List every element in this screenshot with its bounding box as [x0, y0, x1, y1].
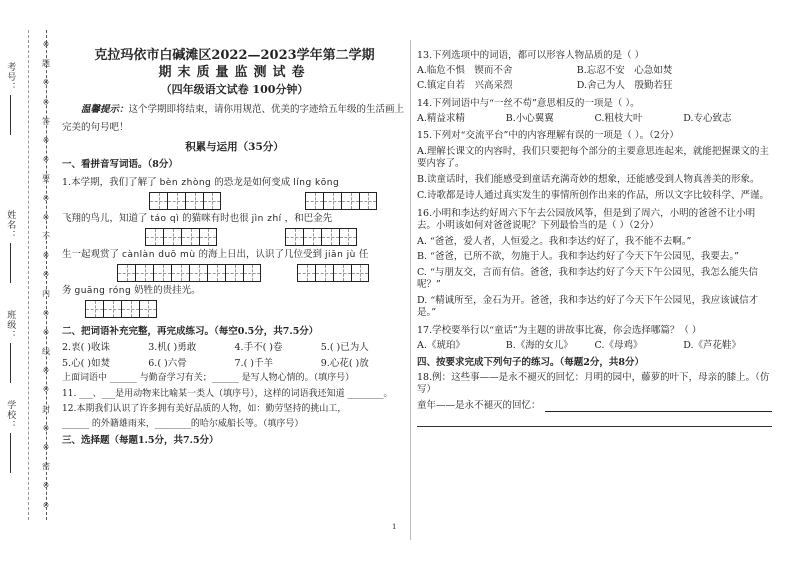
seal-mark-1: 题 — [42, 59, 50, 69]
binding-line-inner — [28, 30, 29, 520]
seal-mark-10: 不 — [42, 231, 50, 241]
question-13-line1: 12.本期我们认识了许多拥有美好品质的人物，如：勤劳坚持的挑山工， — [62, 403, 347, 414]
idiom-item-r1-0[interactable]: 2.衷( )收诛 — [62, 341, 110, 353]
box-row-2 — [62, 228, 407, 246]
seat-field[interactable]: 考号： — [4, 62, 15, 135]
section-3-heading: 三、选择题（每题1.5分，共7.5分） — [62, 435, 219, 447]
q13-options-row1 — [417, 65, 772, 77]
right-column — [417, 14, 772, 427]
q17-options — [417, 340, 772, 352]
idiom-row-1 — [62, 342, 407, 354]
answer-boxes-6[interactable] — [297, 264, 369, 282]
seal-marks — [40, 40, 52, 520]
exam-subtitle: 期末质量监测试卷 — [158, 65, 311, 81]
q17-option-2[interactable]: C.《母鸡》 — [594, 339, 643, 351]
q15-option-c[interactable]: C.诗歌都是诗人通过真实发生的事情所创作出来的作品，所以文字比较科学、严谨。 — [417, 189, 769, 201]
school-field[interactable]: 学校： — [4, 400, 15, 473]
q13-option-r2-1[interactable]: D.舍己为人 殷勤若狂 — [576, 79, 673, 91]
q13-options-row2 — [417, 80, 772, 92]
idiom-item-r2-1[interactable]: 6.( )六骨 — [148, 357, 187, 369]
q16-option-d[interactable]: D. “精诚所至，金石为开。爸爸，我和李达约好了今天下午公园见，我应该诚信才是。” — [417, 295, 759, 318]
column-divider — [410, 40, 411, 540]
seal-mark-11: ※ — [42, 251, 50, 261]
q15-option-a[interactable]: A.理解长课文的内容时，我们只要把每个部分的主要意思连起来，就能把握课文的主要内容了。 — [417, 146, 769, 170]
q14: 14.下列词语中与“一丝不苟”意思相反的一项是（ ）。 — [417, 97, 640, 109]
seal-mark-23: ※ — [42, 481, 50, 491]
seal-mark-20: ※ — [42, 423, 50, 433]
exam-title: 克拉玛依市白碱滩区2022—2023学年第二学期 — [94, 48, 375, 63]
seal-mark-17: ※ — [42, 366, 50, 376]
q18-answer-row: 童年——是永不褪灭的回忆： — [417, 400, 772, 412]
q16: 16.小明和李达约好周六下午去公园放风筝，但是到了周六，小明的爸爸不让小明去。小明该如何对爸爸说呢？下列最恰当的是（ ）（2分） — [417, 207, 756, 231]
q15: 15.下列对“交流平台”中的内容理解有误的一项是（ ）。（2分） — [417, 130, 679, 142]
name-field[interactable]: 姓名： — [4, 210, 15, 283]
seal-mark-6: ※ — [42, 155, 50, 165]
q16-option-b[interactable]: B. “爸爸，已所不欲，勿施于人。我和李达约好了今天下午公园见，我要去。” — [417, 251, 739, 263]
answer-boxes-7[interactable] — [85, 300, 157, 318]
pinyin-line-4: 务 guāng róng 奶牲的贵挂光。 — [62, 284, 201, 296]
seal-mark-3: ※ — [42, 97, 50, 107]
seal-mark-8: ※ — [42, 193, 50, 203]
idiom-item-r1-1[interactable]: 3.机( )勇敢 — [148, 341, 197, 353]
answer-boxes-1[interactable] — [149, 192, 221, 210]
seal-mark-0: ※ — [42, 40, 50, 49]
question-12[interactable]: 11. ___、___是用动物来比喻某一类人（填序号），这样的词语我还知道 ________。 — [62, 388, 393, 399]
q14-option-0[interactable]: A.精益求精 — [417, 112, 465, 124]
question-11[interactable]: 上面词语中 ______ 与勤奋学习有关；______ 是写人物心情的。（填序号） — [62, 373, 355, 384]
box-row-3 — [62, 264, 407, 282]
idiom-item-r1-2[interactable]: 4.手不( )卷 — [234, 341, 283, 353]
q16-option-a[interactable]: A. “爸爸，爱人者，人恒爱之。我和李达约好了，我不能不去啊。” — [417, 235, 692, 247]
answer-boxes-2[interactable] — [305, 192, 377, 210]
q17-option-0[interactable]: A.《琥珀》 — [417, 339, 465, 351]
box-row-1 — [62, 192, 407, 210]
left-column — [62, 14, 407, 447]
section-2-heading: 二、把词语补充完整，再完成练习。（每空0.5分，共7.5分） — [62, 325, 319, 337]
pinyin-line-1: 1.本学期，我们了解了 bèn zhòng 的恐龙是如何变成 líng kōng — [62, 177, 340, 189]
q16-option-c[interactable]: C. “与朋友交，言而有信。爸爸，我和李达约好了今天下午公园见，我怎么能失信呢？” — [417, 267, 758, 291]
q17-option-3[interactable]: D.《芦花鞋》 — [683, 339, 742, 351]
box-row-4 — [62, 300, 407, 318]
idiom-row-2 — [62, 358, 407, 370]
seal-mark-13: 内 — [42, 289, 50, 299]
answer-boxes-3[interactable] — [145, 228, 217, 246]
q17: 17.学校要举行以“童话”为主题的讲故事比赛，你会选择哪篇？（ ） — [417, 324, 702, 336]
part-title: 积累与运用（35分） — [185, 141, 284, 154]
answer-boxes-5[interactable] — [117, 264, 261, 282]
q14-options — [417, 113, 772, 125]
seal-mark-19: 封 — [42, 404, 50, 414]
q14-option-1[interactable]: B.小心翼翼 — [505, 112, 554, 124]
class-field[interactable]: 班级： — [4, 310, 15, 383]
exam-info: （四年级语文试卷 100分钟） — [160, 82, 309, 96]
seal-mark-21: ※ — [42, 442, 50, 452]
idiom-item-r2-3[interactable]: 9.心花( )放 — [320, 357, 369, 369]
pinyin-line-2: 飞翔的鸟儿，知道了 táo qì 的猫咪有时也很 jìn zhí ，和巴金先 — [62, 213, 333, 225]
seal-mark-9: ※ — [42, 212, 50, 222]
q17-option-1[interactable]: B.《海的女儿》 — [505, 339, 573, 351]
binding-margin — [0, 0, 60, 561]
q13-option-r1-1[interactable]: B.忘忍不安 心急如焚 — [576, 64, 673, 76]
seal-mark-7: 要 — [42, 174, 50, 184]
idiom-item-r1-3[interactable]: 5.( )已为人 — [320, 341, 369, 353]
q14-option-2[interactable]: C.粗枝大叶 — [594, 112, 643, 124]
section-4-heading: 四、按要求完成下列句子的练习。（每题2分，共8分） — [417, 356, 644, 368]
q13-option-r1-0[interactable]: A.临危不惧 锲而不舍 — [417, 64, 513, 76]
seal-mark-12: ※ — [42, 270, 50, 280]
seal-mark-18: ※ — [42, 385, 50, 395]
seal-mark-5: ※ — [42, 135, 50, 145]
seal-mark-4: 答 — [42, 116, 50, 126]
q18-answer-line-2[interactable] — [417, 415, 772, 427]
seal-mark-16: 线 — [42, 347, 50, 356]
q15-option-b[interactable]: B.读童话时，我们能感受到童话充满奇妙的想象，还能感受到人物真善美的形象。 — [417, 174, 760, 185]
section-1-heading: 一、看拼音写词语。（8分） — [62, 159, 178, 171]
question-13-line2[interactable]: ______ 的外籍雄雨来，________的哈尔威船长等。（填序号） — [62, 419, 304, 430]
seal-mark-14: ※ — [42, 308, 50, 318]
idiom-item-r2-2[interactable]: 7.( )千羊 — [234, 357, 273, 369]
pinyin-line-3: 生一起观赏了 cànlàn duō mù 的海上日出，认识了几位受到 jiān jù 任 — [62, 249, 369, 261]
seal-mark-15: ※ — [42, 327, 50, 337]
q18-answer-line[interactable] — [545, 400, 772, 412]
q18: 18.例：这些事——是永不褪灭的回忆：月明的园中，藤萝的叶下，母亲的膝上。（仿写） — [417, 372, 770, 396]
seal-mark-2: ※ — [42, 78, 50, 88]
q13-option-r2-0[interactable]: C.镇定自若 兴高采烈 — [417, 79, 513, 91]
seal-mark-22: 密 — [42, 462, 50, 472]
q14-option-3[interactable]: D.专心致志 — [683, 112, 732, 124]
seal-mark-24: ※ — [42, 500, 50, 510]
page-number: 1 — [392, 523, 397, 531]
q13: 13.下列选项中的词语，都可以形容人物品质的是（ ） — [417, 50, 645, 61]
warm-tip: 温馨提示：这个学期即将结束，请你用规范、优美的字迹给五年级的生活画上完美的句号吧！ — [62, 104, 405, 134]
idiom-item-r2-0[interactable]: 5.心( )如焚 — [62, 357, 110, 369]
answer-boxes-4[interactable] — [285, 228, 357, 246]
